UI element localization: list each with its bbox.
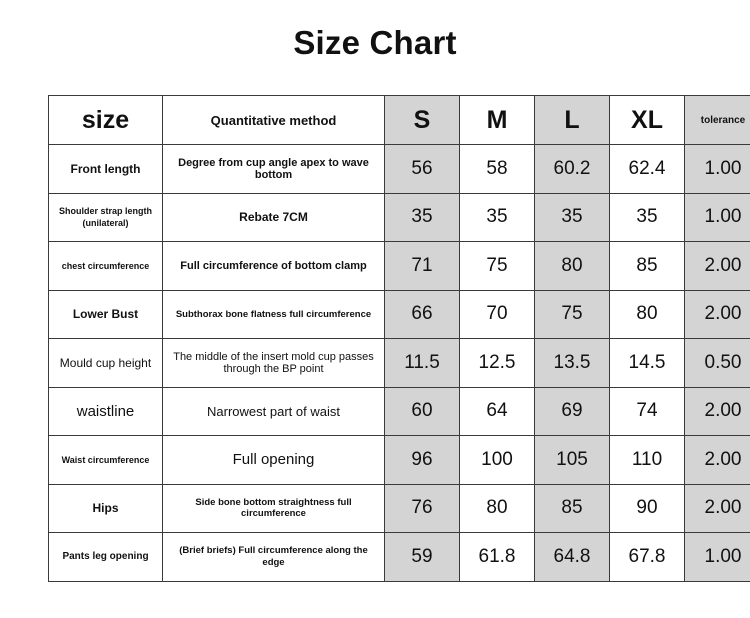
value-tolerance: 2.00 <box>685 484 750 533</box>
value-s: 59 <box>385 533 460 582</box>
value-l: 75 <box>535 290 610 339</box>
value-l: 85 <box>535 484 610 533</box>
value-m: 58 <box>460 145 535 194</box>
value-l: 80 <box>535 242 610 291</box>
value-s: 71 <box>385 242 460 291</box>
value-m: 64 <box>460 387 535 436</box>
row-label: Hips <box>49 484 163 533</box>
row-label: Mould cup height <box>49 339 163 388</box>
row-method: Full opening <box>163 436 385 485</box>
row-label: Shoulder strap length (unilateral) <box>49 193 163 242</box>
value-l: 35 <box>535 193 610 242</box>
value-l: 64.8 <box>535 533 610 582</box>
header-row <box>49 96 750 145</box>
row-mould-cup <box>49 339 750 388</box>
value-s: 35 <box>385 193 460 242</box>
header-method: Quantitative method <box>163 96 385 145</box>
row-method: Degree from cup angle apex to wave bottom <box>163 145 385 194</box>
value-xl: 14.5 <box>610 339 685 388</box>
value-tolerance: 2.00 <box>685 242 750 291</box>
header-tolerance: tolerance <box>685 96 750 145</box>
value-m: 100 <box>460 436 535 485</box>
row-label: waistline <box>49 387 163 436</box>
value-l: 69 <box>535 387 610 436</box>
value-m: 35 <box>460 193 535 242</box>
value-tolerance: 1.00 <box>685 193 750 242</box>
header-size-l: L <box>535 96 610 145</box>
value-m: 61.8 <box>460 533 535 582</box>
value-xl: 110 <box>610 436 685 485</box>
value-xl: 35 <box>610 193 685 242</box>
value-xl: 74 <box>610 387 685 436</box>
row-method: Full circumference of bottom clamp <box>163 242 385 291</box>
value-s: 96 <box>385 436 460 485</box>
row-method: The middle of the insert mold cup passes through the BP point <box>163 339 385 388</box>
value-m: 70 <box>460 290 535 339</box>
value-xl: 90 <box>610 484 685 533</box>
row-method: Subthorax bone flatness full circumference <box>163 290 385 339</box>
value-tolerance: 1.00 <box>685 145 750 194</box>
value-s: 66 <box>385 290 460 339</box>
row-method: (Brief briefs) Full circumference along the edge <box>163 533 385 582</box>
value-xl: 85 <box>610 242 685 291</box>
value-l: 60.2 <box>535 145 610 194</box>
value-s: 11.5 <box>385 339 460 388</box>
row-shoulder-strap <box>49 193 750 242</box>
row-method: Rebate 7CM <box>163 193 385 242</box>
row-pants-leg <box>49 533 750 582</box>
value-xl: 62.4 <box>610 145 685 194</box>
value-tolerance: 2.00 <box>685 436 750 485</box>
value-l: 105 <box>535 436 610 485</box>
row-label: chest circumference <box>49 242 163 291</box>
row-waist-circumference <box>49 436 750 485</box>
row-front-length <box>49 145 750 194</box>
row-waistline <box>49 387 750 436</box>
row-method: Narrowest part of waist <box>163 387 385 436</box>
value-xl: 80 <box>610 290 685 339</box>
header-size-s: S <box>385 96 460 145</box>
value-s: 56 <box>385 145 460 194</box>
row-label: Pants leg opening <box>49 533 163 582</box>
header-size: size <box>49 96 163 145</box>
value-s: 76 <box>385 484 460 533</box>
value-tolerance: 1.00 <box>685 533 750 582</box>
size-chart-table <box>48 95 750 582</box>
page-title: Size Chart <box>293 24 457 61</box>
value-tolerance: 2.00 <box>685 290 750 339</box>
header-size-xl: XL <box>610 96 685 145</box>
value-tolerance: 2.00 <box>685 387 750 436</box>
row-hips <box>49 484 750 533</box>
value-m: 80 <box>460 484 535 533</box>
row-label: Lower Bust <box>49 290 163 339</box>
row-label: Waist circumference <box>49 436 163 485</box>
value-m: 12.5 <box>460 339 535 388</box>
value-xl: 67.8 <box>610 533 685 582</box>
value-l: 13.5 <box>535 339 610 388</box>
row-chest <box>49 242 750 291</box>
value-m: 75 <box>460 242 535 291</box>
value-s: 60 <box>385 387 460 436</box>
row-method: Side bone bottom straightness full circumference <box>163 484 385 533</box>
row-lower-bust <box>49 290 750 339</box>
header-size-m: M <box>460 96 535 145</box>
value-tolerance: 0.50 <box>685 339 750 388</box>
row-label: Front length <box>49 145 163 194</box>
